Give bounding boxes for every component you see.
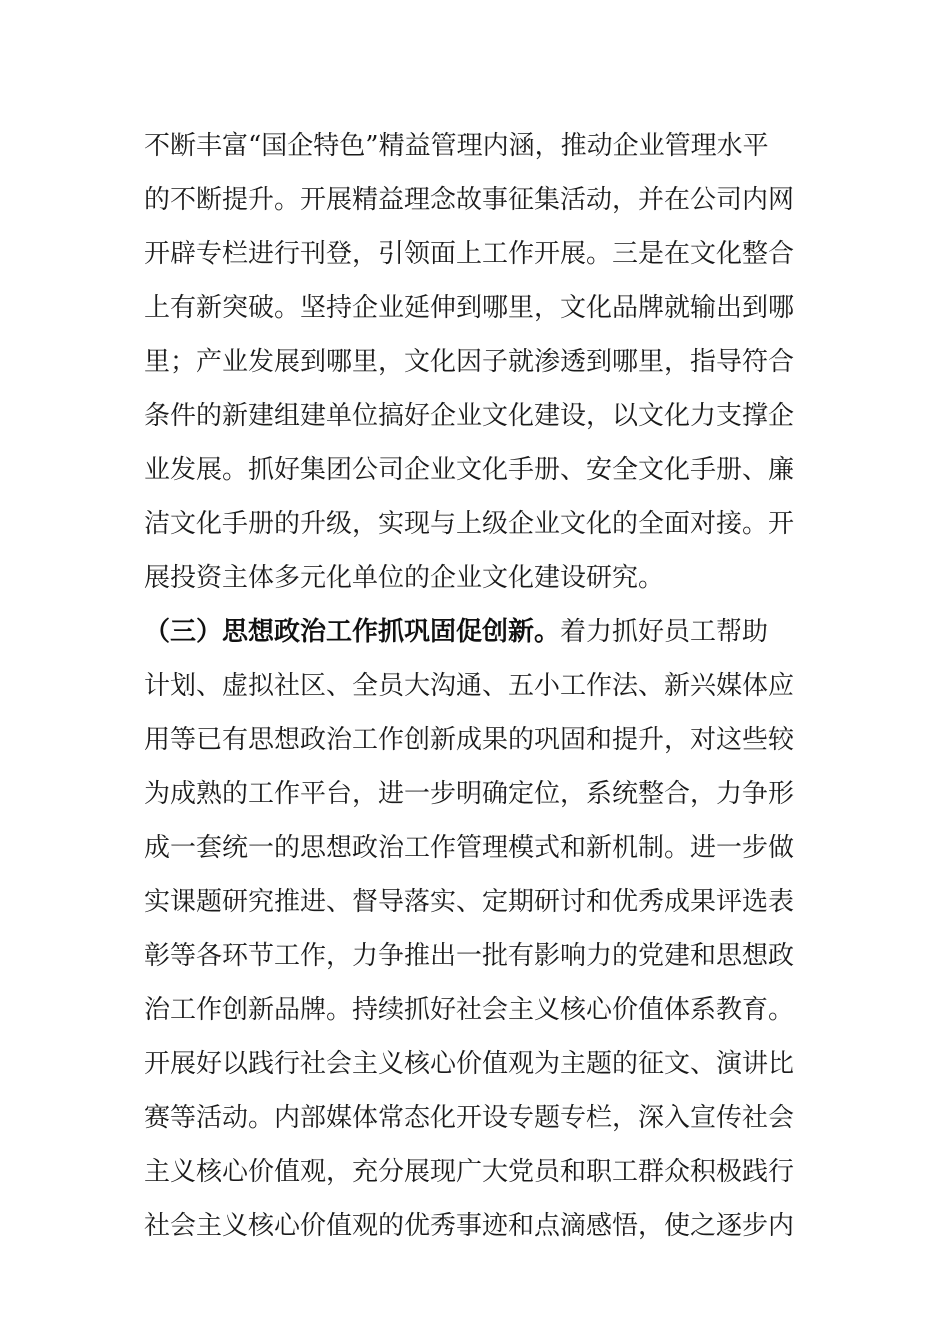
text-line-17: 治工作创新品牌。持续抓好社会主义核心价值体系教育。 <box>144 995 795 1025</box>
text-line-20: 主义核心价值观，充分展现广大党员和职工群众积极践行 <box>144 1157 795 1187</box>
text-line-1: 不断丰富“国企特色”精益管理内涵，推动企业管理水平 <box>144 131 769 161</box>
text-line-5: 里；产业发展到哪里，文化因子就渗透到哪里，指导符合 <box>144 347 795 377</box>
text-line-12: 用等已有思想政治工作创新成果的巩固和提升，对这些较 <box>144 725 795 755</box>
text-line-4: 上有新突破。坚持企业延伸到哪里，文化品牌就输出到哪 <box>144 293 795 323</box>
text-line-6: 条件的新建组建单位搞好企业文化建设，以文化力支撑企 <box>144 401 795 431</box>
text-line-14: 成一套统一的思想政治工作管理模式和新机制。进一步做 <box>144 833 795 863</box>
text-line-7: 业发展。抓好集团公司企业文化手册、安全文化手册、廉 <box>144 455 795 485</box>
text-line-2: 的不断提升。开展精益理念故事征集活动，并在公司内网 <box>144 185 795 215</box>
text-line-21: 社会主义核心价值观的优秀事迹和点滴感悟，使之逐步内 <box>144 1211 795 1241</box>
text-line-16: 彰等各环节工作，力争推出一批有影响力的党建和思想政 <box>144 941 795 971</box>
text-line-3: 开辟专栏进行刊登，引领面上工作开展。三是在文化整合 <box>144 239 795 269</box>
section-line <box>144 614 804 650</box>
text-line-19: 赛等活动。内部媒体常态化开设专题专栏，深入宣传社会 <box>144 1103 795 1133</box>
text-line-11: 计划、虚拟社区、全员大沟通、五小工作法、新兴媒体应 <box>144 671 795 701</box>
text-line-13: 为成熟的工作平台，进一步明确定位，系统整合，力争形 <box>144 779 795 809</box>
section-lead-text: 着力抓好员工帮助 <box>560 617 769 647</box>
text-line-15: 实课题研究推进、督导落实、定期研讨和优秀成果评选表 <box>144 887 795 917</box>
section-heading: （三）思想政治工作抓巩固促创新。 <box>144 617 561 647</box>
text-line-8: 洁文化手册的升级，实现与上级企业文化的全面对接。开 <box>144 509 795 539</box>
text-line-9: 展投资主体多元化单位的企业文化建设研究。 <box>144 563 665 593</box>
text-line-18: 开展好以践行社会主义核心价值观为主题的征文、演讲比 <box>144 1049 795 1079</box>
